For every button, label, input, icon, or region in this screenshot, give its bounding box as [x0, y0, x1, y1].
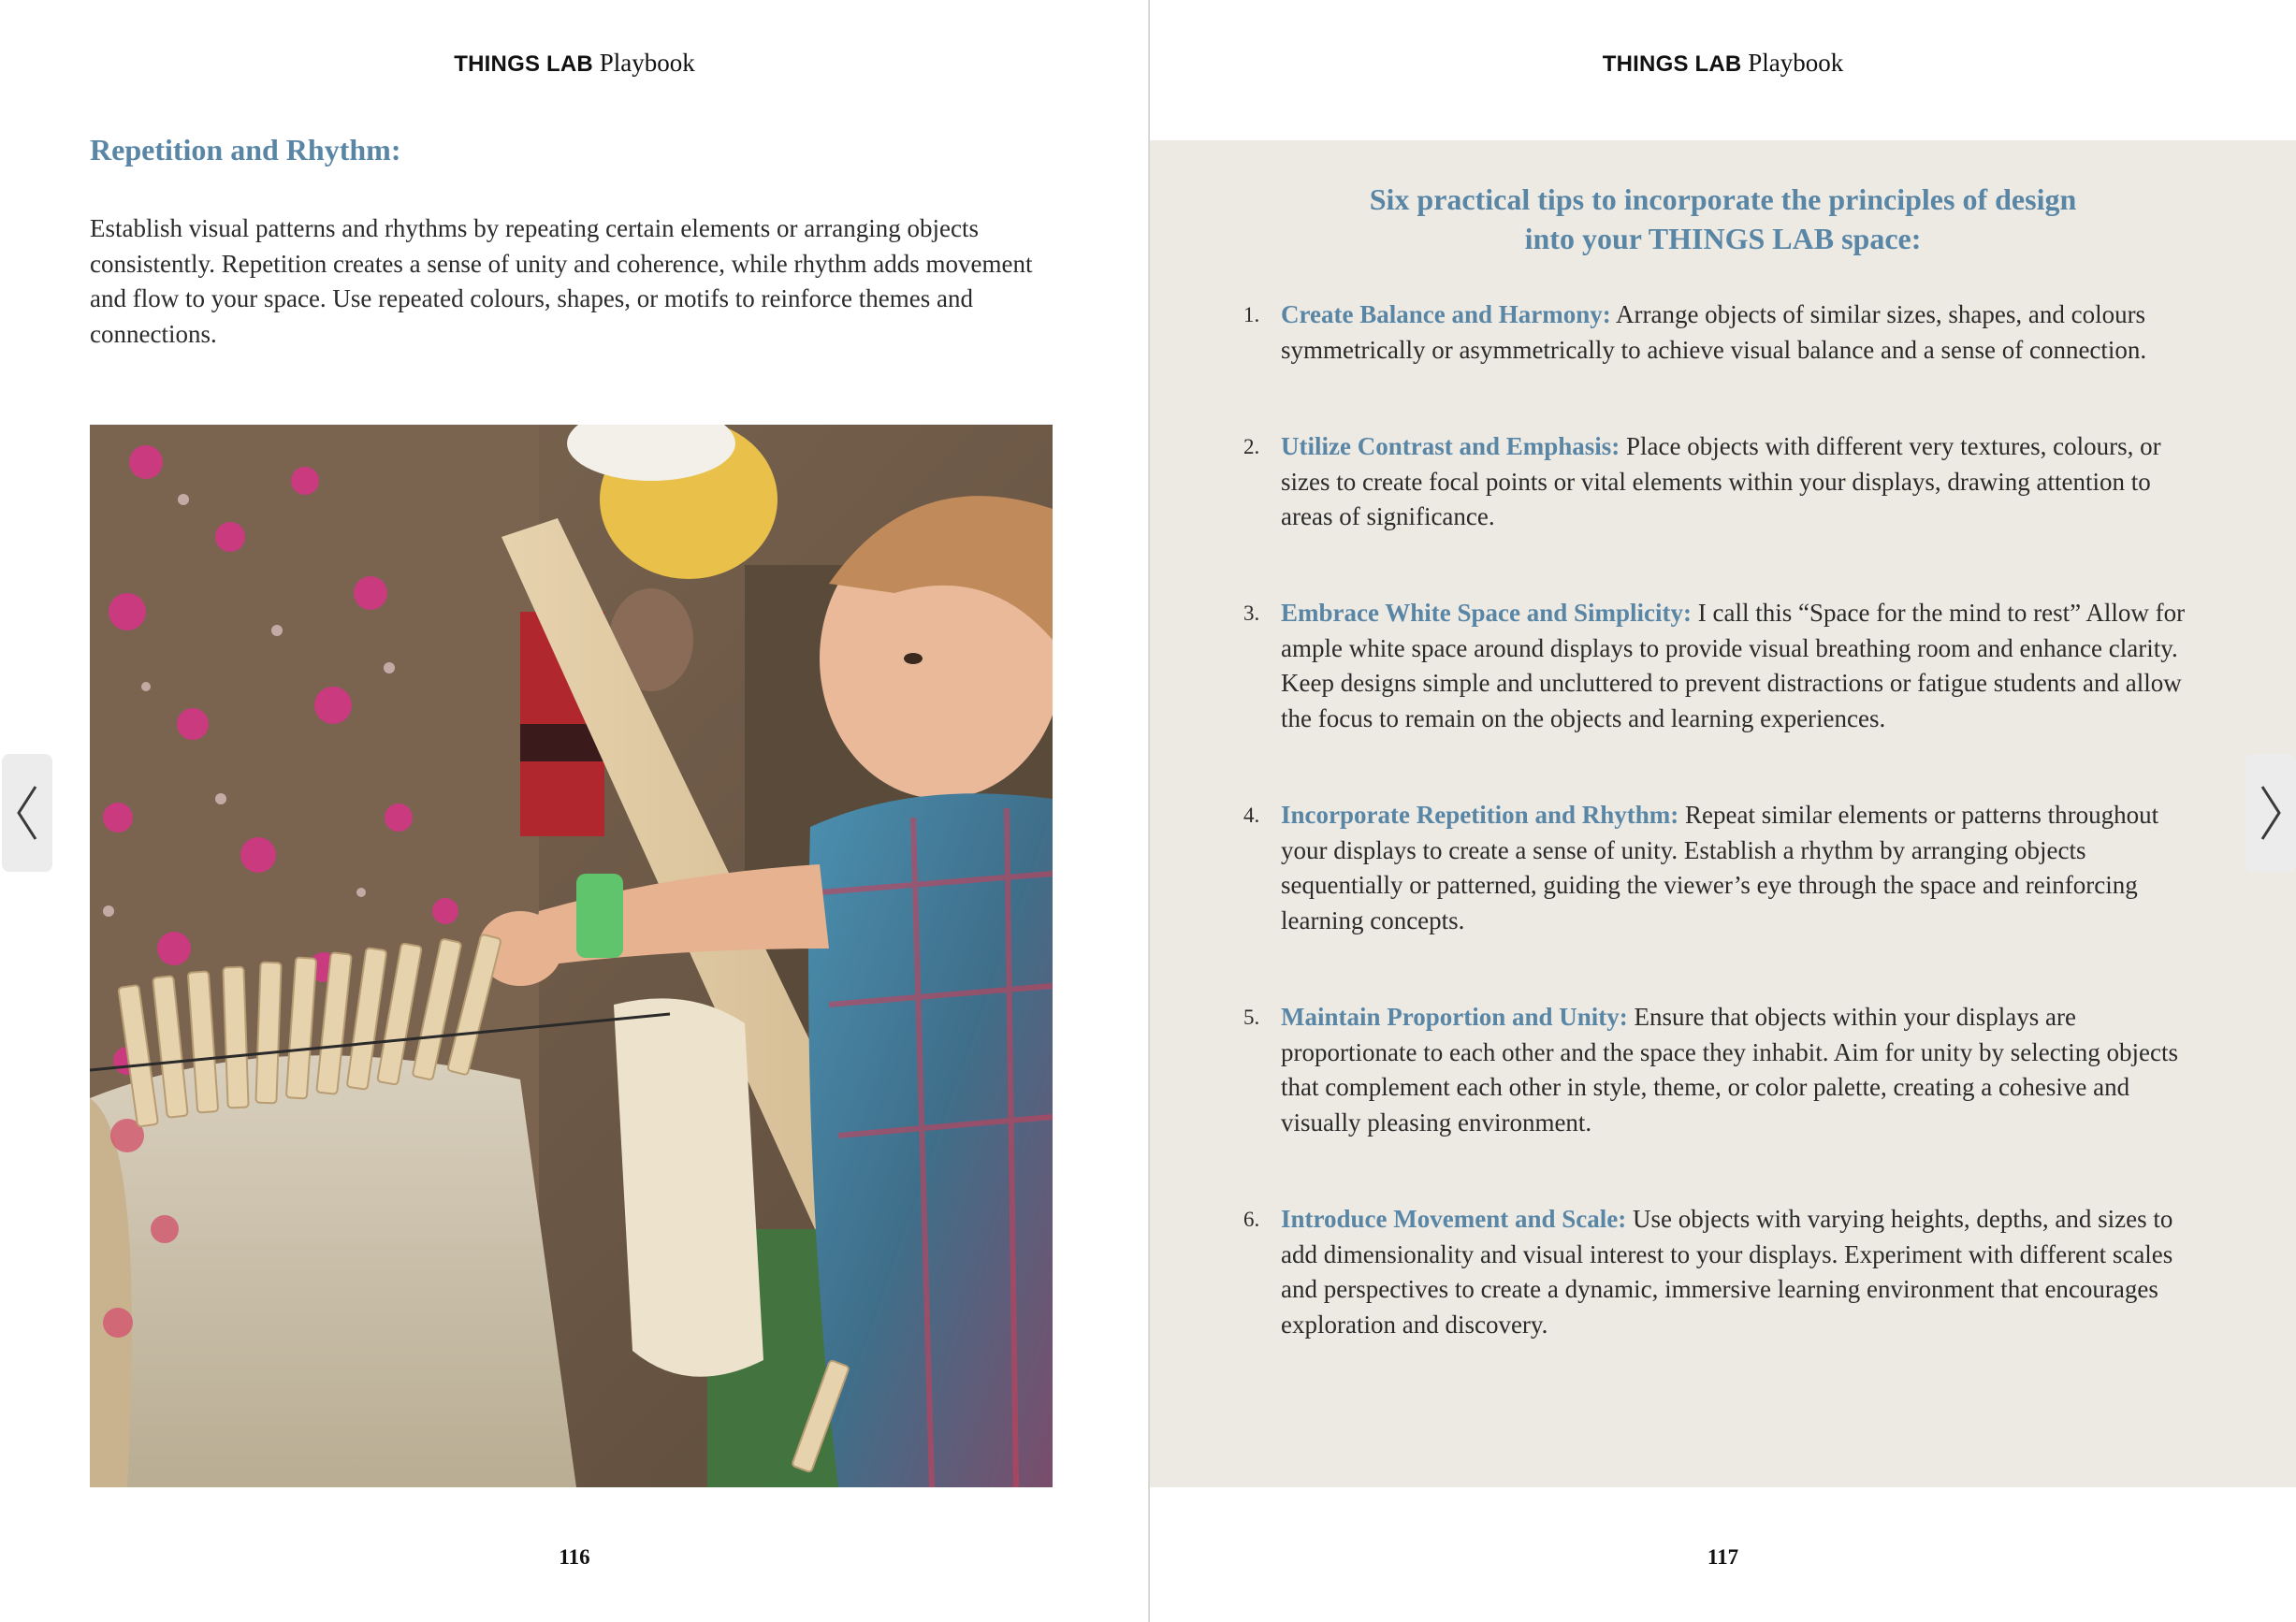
tip-item [1243, 596, 2198, 736]
tip-number: 1. [1243, 303, 1260, 326]
tip-text: Repeat similar elements or patterns throughout your displays to create a sense of unity. Establish a rhythm by arranging objects sequentially or patterned, guiding the viewer’s eye through the space and reinforcing learning concepts. [1281, 801, 2159, 934]
next-page-button[interactable] [2245, 754, 2296, 872]
previous-page-button[interactable] [2, 754, 52, 872]
right-page [1150, 0, 2296, 1622]
tip-number: 2. [1243, 435, 1260, 458]
tip-text: Ensure that objects within your displays are proportionate to each other and the space they inhabit. Aim for unity by selecting objects that complement each other in style, theme, or color palette, creating a cohesive and visually pleasing environment. [1281, 1003, 2178, 1137]
tip-lead: Introduce Movement and Scale: [1281, 1205, 1627, 1233]
chevron-left-icon [13, 783, 41, 843]
tip-lead: Utilize Contrast and Emphasis: [1281, 432, 1620, 460]
tip-text: Arrange objects of similar sizes, shapes, and colours symmetrically or asymmetrically to achieve visual balance and a sense of connection. [1281, 300, 2147, 364]
tips-heading-line1: Six practical tips to incorporate the principles of design [1369, 182, 2077, 216]
tip-lead: Embrace White Space and Simplicity: [1281, 599, 1693, 627]
tip-item [1243, 297, 2198, 368]
tip-lead: Maintain Proportion and Unity: [1281, 1003, 1628, 1031]
section-heading: Repetition and Rhythm: [90, 133, 401, 167]
tip-item [1243, 1202, 2198, 1342]
chevron-right-icon [2257, 783, 2285, 843]
right-running-head [1150, 49, 2296, 78]
left-page-number: 116 [559, 1545, 590, 1569]
tips-heading-line2: into your THINGS LAB space: [1524, 222, 1922, 255]
left-running-head [0, 49, 1149, 78]
section-body: Establish visual patterns and rhythms by repeating certain elements or arranging objects consistently. Repetition creates a sense of unity and coherence, while rhythm adds movement and flow to your space. Use repeated colours, shapes, or motifs to reinforce themes and connections. [90, 214, 1033, 348]
running-head-book: Playbook [599, 49, 695, 77]
tip-text: I call this “Space for the mind to rest” Allow for ample white space around displays to provide visual breathing room and enhance clarity. Keep designs simple and uncluttered to prevent distractions or fatigue students and allow the focus to remain on the objects and learning experiences. [1281, 599, 2186, 732]
tip-item [1243, 1000, 2198, 1140]
child-clothespins-photo [90, 425, 1053, 1487]
tip-lead: Create Balance and Harmony: [1281, 300, 1611, 328]
tip-number: 6. [1243, 1208, 1260, 1231]
tip-lead: Incorporate Repetition and Rhythm: [1281, 801, 1679, 829]
tip-item [1243, 798, 2198, 938]
tip-text: Place objects with different very textures, colours, or sizes to create focal points or vital elements within your displays, drawing attention to areas of significance. [1281, 432, 2161, 530]
tip-number: 5. [1243, 1006, 1260, 1029]
running-head-brand: THINGS LAB [454, 51, 593, 77]
tip-text: Use objects with varying heights, depths, and sizes to add dimensionality and visual interest to your displays. Experiment with different scales and perspectives to create a dynamic, immersive learning environment that encourages exploration and discovery. [1281, 1205, 2173, 1339]
tip-number: 4. [1243, 804, 1260, 827]
right-page-number: 117 [1707, 1545, 1739, 1569]
tips-heading [1150, 180, 2296, 258]
running-head-brand: THINGS LAB [1602, 51, 1742, 77]
tip-number: 3. [1243, 601, 1260, 625]
tip-item [1243, 429, 2198, 535]
running-head-book: Playbook [1748, 49, 1844, 77]
